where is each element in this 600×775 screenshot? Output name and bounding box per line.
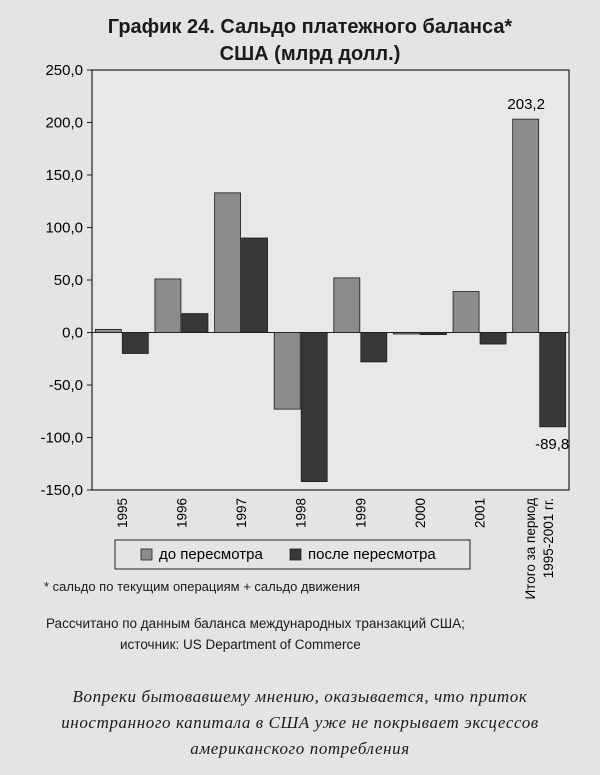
y-tick-label: 100,0 — [45, 219, 83, 237]
bar-after-4 — [361, 333, 387, 362]
x-tick-label: 1995-2001 гг. — [541, 498, 557, 579]
y-tick-label: -150,0 — [40, 482, 83, 499]
x-tick-label: 1998 — [293, 498, 309, 529]
bar-before-6 — [453, 292, 479, 333]
y-tick-label: 50,0 — [53, 272, 83, 289]
bar-before-2 — [215, 193, 241, 333]
bar-before-5 — [393, 333, 419, 335]
caption-line-2: иностранного капитала в США уже не покрывает эксцессов — [61, 713, 539, 732]
bar-before-3 — [274, 333, 300, 410]
y-tick-label: 200,0 — [45, 114, 83, 132]
y-axis — [40, 62, 92, 499]
bar-after-2 — [242, 238, 268, 333]
legend-swatch-before — [141, 549, 152, 560]
y-tick-label: 250,0 — [45, 62, 83, 79]
data-label: -89,8 — [535, 435, 570, 453]
x-tick-label: 1999 — [353, 498, 369, 529]
bar-after-5 — [420, 333, 446, 335]
x-tick-label: 1996 — [174, 498, 190, 529]
x-tick-label: 1995 — [114, 498, 130, 529]
x-tick-label: 2001 — [472, 498, 488, 529]
chart-title: График 24. Сальдо платежного баланса* — [107, 16, 513, 38]
bar-after-6 — [480, 333, 506, 345]
legend-swatch-after — [290, 549, 301, 560]
bar-before-0 — [95, 329, 121, 332]
bar-after-3 — [301, 333, 327, 482]
legend — [115, 540, 470, 569]
source-line-1: Рассчитано по данным баланса международных транзакций США; — [46, 616, 465, 631]
bar-before-1 — [155, 279, 181, 333]
legend-label-after: после пересмотра — [308, 546, 436, 563]
source-line-2: источник: US Department of Commerce — [120, 637, 361, 652]
caption-line-3: американского потребления — [190, 739, 410, 758]
y-tick-label: -100,0 — [40, 429, 83, 447]
caption-line-1: Вопреки бытовавшему мнению, оказывается, что приток — [72, 687, 528, 706]
legend-label-before: до пересмотра — [159, 546, 263, 563]
y-tick-label: 150,0 — [45, 167, 83, 184]
bar-before-7 — [513, 119, 539, 332]
x-tick-label: 1997 — [234, 498, 250, 529]
bar-before-4 — [334, 278, 360, 333]
x-tick-label: Итого за период — [523, 498, 539, 600]
y-tick-label: 0,0 — [62, 324, 83, 342]
y-tick-label: -50,0 — [48, 377, 83, 394]
bar-after-7 — [540, 333, 566, 427]
footnote: * сальдо по текущим операциям + сальдо движения — [44, 579, 361, 594]
data-label: 203,2 — [507, 96, 545, 114]
chart-subtitle: США (млрд долл.) — [219, 43, 401, 65]
x-tick-label: 2000 — [412, 498, 428, 529]
bar-after-1 — [182, 314, 208, 333]
bar-after-0 — [122, 333, 148, 354]
